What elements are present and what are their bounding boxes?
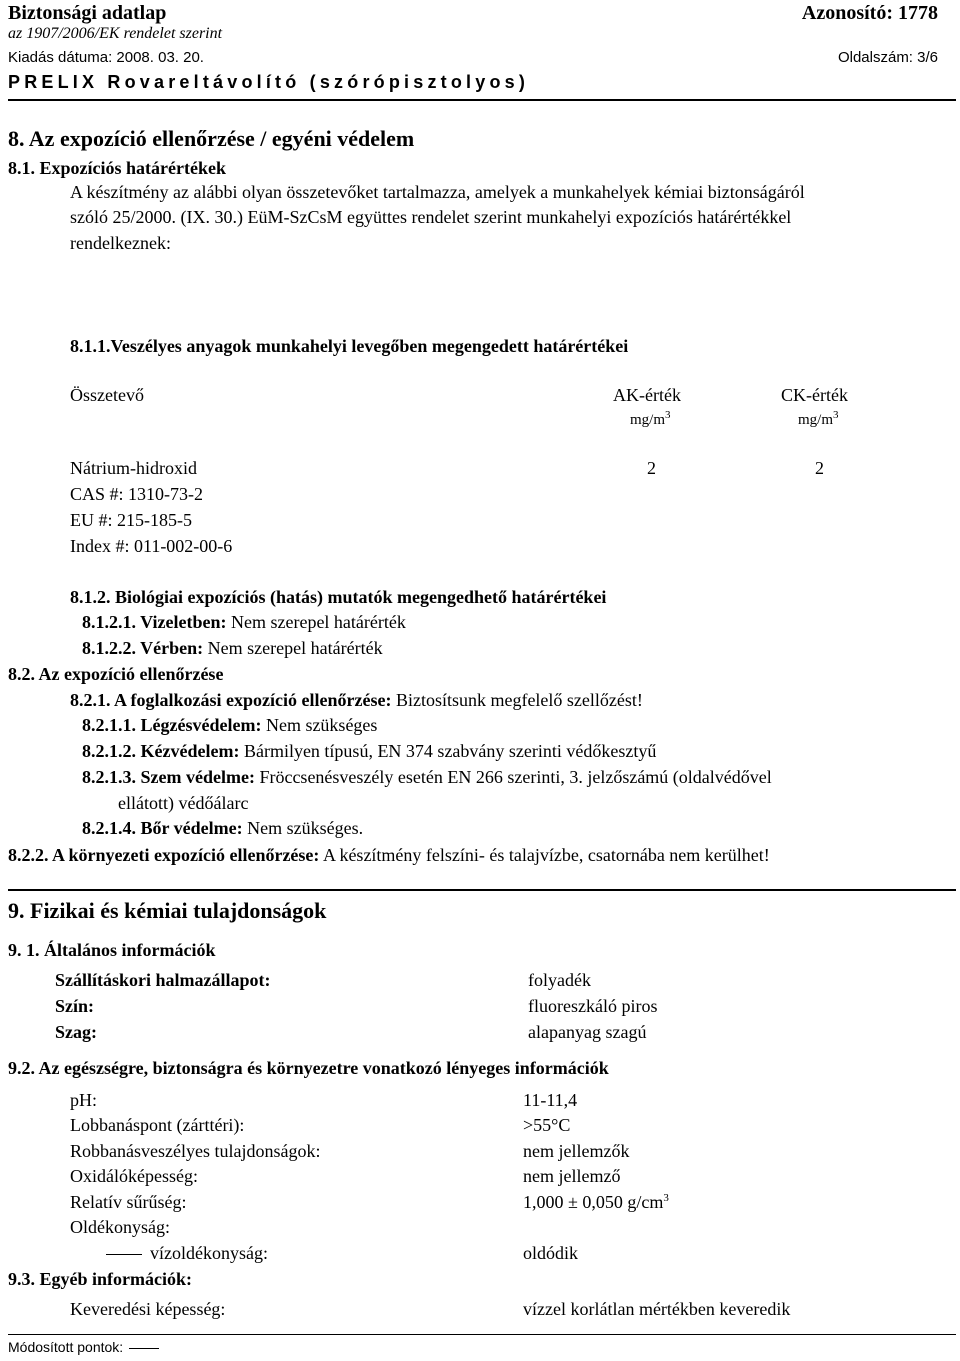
section-divider bbox=[8, 889, 956, 891]
property-label: vízoldékonyság: bbox=[106, 1243, 268, 1264]
document-identifier: Azonosító: 1778 bbox=[801, 2, 938, 24]
general-value: folyadék bbox=[528, 970, 591, 990]
general-label: Szín: bbox=[55, 996, 95, 1016]
component-eu: EU #: 215-185-5 bbox=[70, 510, 192, 530]
section-8-1-2-1: 8.1.2.1. Vizeletben: Nem szerepel határérték bbox=[82, 612, 406, 632]
property-label: Robbanásveszélyes tulajdonságok: bbox=[70, 1141, 321, 1161]
section-8-1-heading: 8.1. Expozíciós határértékek bbox=[8, 158, 226, 178]
property-label: pH: bbox=[70, 1090, 97, 1110]
table-header-component: Összetevő bbox=[70, 385, 144, 405]
component-ak-value: 2 bbox=[647, 458, 656, 478]
property-label: Lobbanáspont (zárttéri): bbox=[70, 1115, 245, 1135]
property-value: nem jellemző bbox=[523, 1166, 621, 1186]
property-value: nem jellemzők bbox=[523, 1141, 630, 1161]
component-ck-value: 2 bbox=[815, 458, 824, 478]
property-value: 1,000 ± 0,050 $g/cm^3$ bbox=[523, 1192, 669, 1212]
section-8-2-1-3-continued: ellátott) védőálarc bbox=[118, 793, 249, 813]
product-name: PRELIX Rovareltávolító (szórópisztolyos) bbox=[8, 72, 530, 92]
component-index: Index #: 011-002-00-6 bbox=[70, 536, 233, 556]
section-8-2-1-1: 8.2.1.1. Légzésvédelem: Nem szükséges bbox=[82, 715, 378, 735]
other-value: vízzel korlátlan mértékben keveredik bbox=[523, 1299, 791, 1319]
table-header-ak: AK-érték bbox=[613, 385, 681, 405]
other-label: Keveredési képesség: bbox=[70, 1299, 226, 1319]
section-9-2-heading: 9.2. Az egészségre, biztonságra és környezetre vonatkozó lényeges információk bbox=[8, 1058, 609, 1078]
section-9-3-heading: 9.3. Egyéb információk: bbox=[8, 1269, 192, 1289]
section-8-1-text: rendelkeznek: bbox=[70, 233, 171, 253]
section-9-heading: 9. Fizikai és kémiai tulajdonságok bbox=[8, 898, 327, 923]
section-8-2-1-3: 8.2.1.3. Szem védelme: Fröccsenésveszély esetén EN 266 szerinti, 3. jelzőszámú (oldalvédővel bbox=[82, 767, 772, 787]
footer-divider bbox=[8, 1334, 956, 1335]
section-8-2-1: 8.2.1. A foglalkozási expozíció ellenőrzése: Biztosítsunk megfelelő szellőzést! bbox=[70, 690, 643, 710]
property-label: Relatív sűrűség: bbox=[70, 1192, 187, 1212]
general-value: alapanyag szagú bbox=[528, 1022, 647, 1042]
section-8-1-2-heading: 8.1.2. Biológiai expozíciós (hatás) mutatók megengedhető határértékei bbox=[70, 587, 607, 607]
property-value: 11-11,4 bbox=[523, 1090, 578, 1110]
document-title: Biztonsági adatlap bbox=[8, 2, 167, 24]
section-8-2-1-4: 8.2.1.4. Bőr védelme: Nem szükséges. bbox=[82, 818, 364, 838]
issue-date: Kiadás dátuma: 2008. 03. 20. bbox=[8, 49, 204, 66]
property-value: oldódik bbox=[523, 1243, 579, 1263]
general-label: Szállításkori halmazállapot: bbox=[55, 970, 271, 990]
section-8-1-1-heading: 8.1.1.Veszélyes anyagok munkahelyi levegőben megengedett határértékei bbox=[70, 336, 629, 356]
table-header-ck: CK-érték bbox=[781, 385, 848, 405]
section-8-2-heading: 8.2. Az expozíció ellenőrzése bbox=[8, 664, 224, 684]
regulation-reference: az 1907/2006/EK rendelet szerint bbox=[8, 25, 223, 42]
section-9-1-heading: 9. 1. Általános információk bbox=[8, 940, 216, 960]
table-unit-ak: $mg/m^3$ bbox=[630, 409, 671, 428]
table-unit-ck: $mg/m^3$ bbox=[798, 409, 839, 428]
footer-modified: Módosított pontok: bbox=[8, 1339, 159, 1355]
dash-icon bbox=[129, 1348, 159, 1349]
section-8-1-text: szóló 25/2000. (IX. 30.) EüM-SzCsM együttes rendelet szerint munkahelyi expozíciós határértékkel bbox=[70, 207, 792, 227]
section-8-2-1-2: 8.2.1.2. Kézvédelem: Bármilyen típusú, EN 374 szabvány szerinti védőkesztyű bbox=[82, 741, 657, 761]
dash-icon bbox=[106, 1254, 142, 1255]
general-label: Szag: bbox=[55, 1022, 97, 1042]
section-8-2-2: 8.2.2. A környezeti expozíció ellenőrzése: A készítmény felszíni- és talajvízbe, csatornába nem kerülhet! bbox=[8, 845, 770, 865]
header-divider bbox=[8, 99, 956, 101]
property-label: Oxidálóképesség: bbox=[70, 1166, 198, 1186]
component-name: Nátrium-hidroxid bbox=[70, 458, 197, 478]
page-number: Oldalszám: 3/6 bbox=[837, 49, 938, 66]
component-cas: CAS #: 1310-73-2 bbox=[70, 484, 204, 504]
section-8-heading: 8. Az expozíció ellenőrzése / egyéni védelem bbox=[8, 126, 415, 151]
property-label: Oldékonyság: bbox=[70, 1217, 170, 1237]
property-value: >55°C bbox=[523, 1115, 571, 1135]
section-8-1-text: A készítmény az alábbi olyan összetevőket tartalmazza, amelyek a munkahelyek kémiai biztonságáról bbox=[70, 182, 805, 202]
section-8-1-2-2: 8.1.2.2. Vérben: Nem szerepel határérték bbox=[82, 638, 383, 658]
general-value: fluoreszkáló piros bbox=[528, 996, 658, 1016]
